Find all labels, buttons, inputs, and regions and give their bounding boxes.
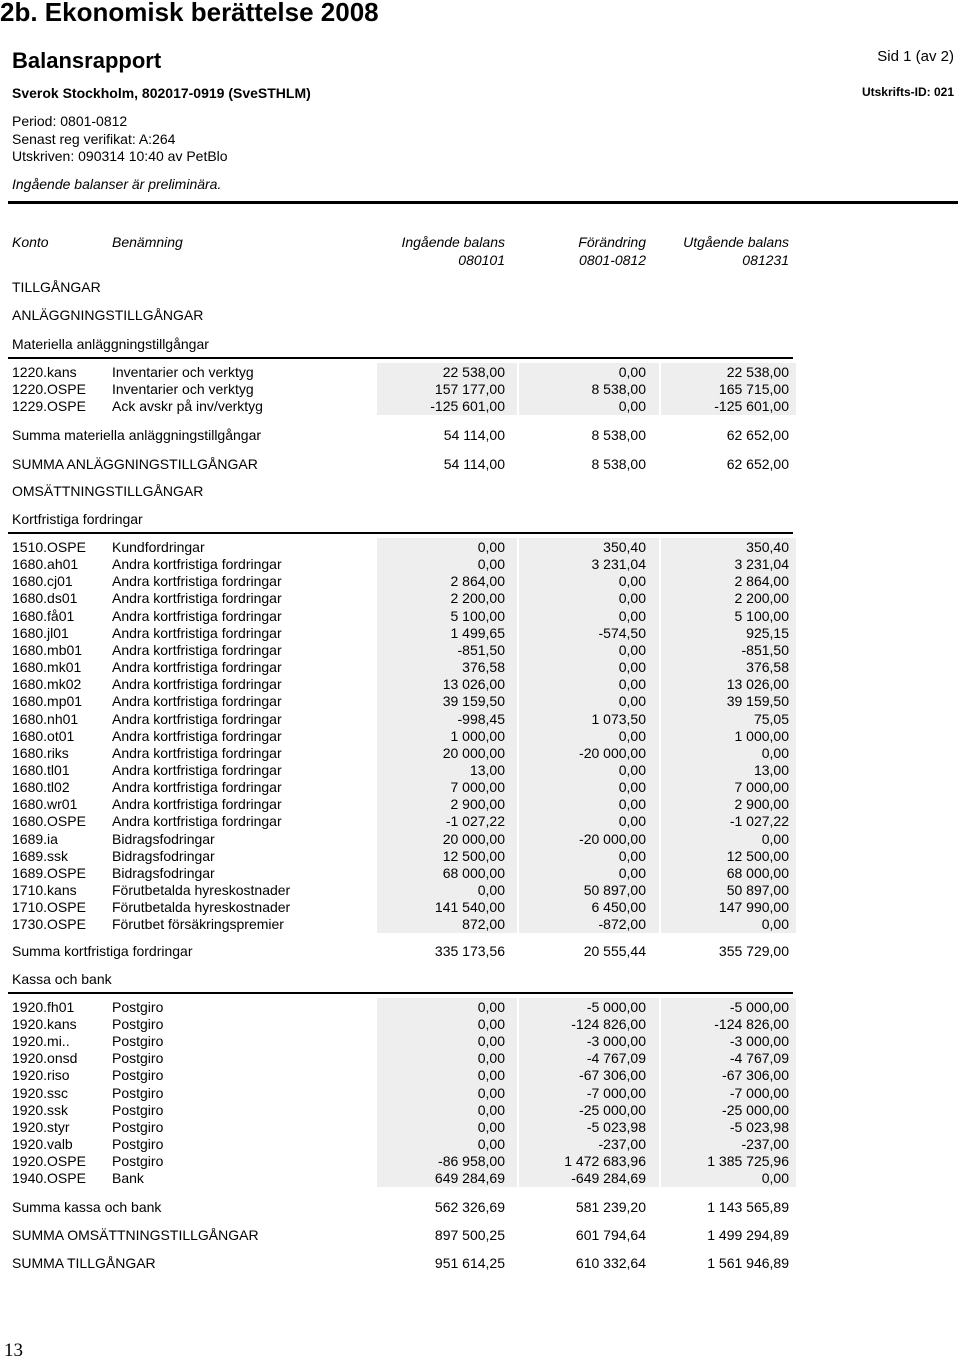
- sum-opening: 951 614,25: [434, 1255, 505, 1271]
- opening-balance: 22 538,00: [442, 364, 505, 380]
- change-amount: -25 000,00: [579, 1101, 646, 1118]
- table-row: [0, 693, 960, 710]
- table-row: [0, 608, 960, 625]
- account-name: Postgiro: [112, 1050, 164, 1067]
- opening-balance: 0,00: [477, 882, 505, 898]
- sum-change: 581 239,20: [575, 1199, 646, 1215]
- table-row: [0, 625, 960, 642]
- closing-balance: 925,15: [746, 624, 789, 641]
- period: Period: 0801-0812: [12, 113, 128, 129]
- account-code: 1680.få01: [12, 607, 75, 624]
- table-row: [0, 728, 960, 745]
- change-amount: 0,00: [618, 847, 646, 864]
- table-row: [0, 642, 960, 659]
- closing-balance: -67 306,00: [722, 1067, 789, 1084]
- account-code: 1920.riso: [12, 1067, 70, 1084]
- table-row: [0, 999, 960, 1016]
- closing-balance: -125 601,00: [714, 398, 789, 415]
- opening-balance: 0,00: [477, 1135, 505, 1152]
- account-name: Bank: [112, 1170, 144, 1186]
- change-amount: 1 073,50: [591, 710, 646, 727]
- change-amount: 1 472 683,96: [564, 1152, 646, 1169]
- sum-label: Summa kortfristiga fordringar: [12, 943, 193, 959]
- change-amount: -7 000,00: [586, 1084, 646, 1101]
- account-name: Ack avskr på inv/verktyg: [112, 398, 263, 415]
- table-row: [0, 1085, 960, 1102]
- table-row: [0, 882, 960, 899]
- heading-receivables: Kortfristiga fordringar: [12, 511, 143, 527]
- change-amount: 0,00: [618, 573, 646, 590]
- account-name: Förutbetalda hyreskostnader: [112, 882, 291, 898]
- account-name: Andra kortfristiga fordringar: [112, 624, 282, 641]
- change-amount: 0,00: [618, 607, 646, 624]
- col-opening-date: 080101: [458, 252, 505, 268]
- account-code: 1220.OSPE: [12, 381, 86, 398]
- chapter-title: 2b. Ekonomisk berättelse 2008: [0, 0, 379, 27]
- table-row: [0, 1119, 960, 1136]
- closing-balance: 0,00: [761, 830, 789, 847]
- account-code: 1680.ds01: [12, 590, 78, 607]
- account-code: 1680.jl01: [12, 624, 69, 641]
- col-closing: Utgående balans: [683, 234, 789, 250]
- account-code: 1680.mk01: [12, 659, 82, 676]
- sum-cash: [0, 1198, 960, 1216]
- account-code: 1920.ssk: [12, 1101, 69, 1118]
- closing-balance: -5 000,00: [729, 999, 789, 1015]
- opening-balance: 0,00: [477, 1033, 505, 1050]
- opening-balance: 2 864,00: [450, 573, 505, 590]
- closing-balance: 1 385 725,96: [707, 1152, 789, 1169]
- col-opening: Ingående balans: [401, 234, 505, 250]
- closing-balance: -5 023,98: [729, 1118, 789, 1135]
- table-row: [0, 1016, 960, 1033]
- account-code: 1680.riks: [12, 744, 69, 761]
- opening-balance: 157 177,00: [434, 381, 505, 398]
- account-name: Postgiro: [112, 1135, 164, 1152]
- table-row: [0, 676, 960, 693]
- table-row: [0, 1067, 960, 1084]
- change-amount: 0,00: [618, 761, 646, 778]
- sum-label: Summa kassa och bank: [12, 1199, 162, 1215]
- opening-balance: 13,00: [469, 761, 505, 778]
- table-row: [0, 1102, 960, 1119]
- account-code: 1940.OSPE: [12, 1170, 86, 1186]
- table-row: [0, 1170, 960, 1187]
- opening-balance: 20 000,00: [442, 830, 505, 847]
- account-name: Bidragsfodringar: [112, 830, 215, 847]
- account-name: Förutbetalda hyreskostnader: [112, 899, 291, 916]
- sum-opening: 897 500,25: [434, 1227, 505, 1243]
- closing-balance: 350,40: [746, 539, 789, 555]
- opening-balance: 1 499,65: [450, 624, 505, 641]
- account-code: 1510.OSPE: [12, 539, 86, 555]
- account-name: Andra kortfristiga fordringar: [112, 659, 282, 676]
- page-number: 13: [4, 1340, 23, 1361]
- change-amount: 0,00: [618, 364, 646, 380]
- account-name: Andra kortfristiga fordringar: [112, 641, 282, 658]
- heading-assets: TILLGÅNGAR: [12, 279, 101, 295]
- account-code: 1689.OSPE: [12, 864, 86, 881]
- closing-balance: -237,00: [741, 1135, 789, 1152]
- sum-label: SUMMA ANLÄGGNINGSTILLGÅNGAR: [12, 456, 258, 472]
- opening-balance: 0,00: [477, 1067, 505, 1084]
- account-code: 1680.ot01: [12, 727, 75, 744]
- printed-info: Utskriven: 090314 10:40 av PetBlo: [12, 148, 228, 164]
- account-name: Andra kortfristiga fordringar: [112, 779, 282, 796]
- opening-balance: -86 958,00: [438, 1152, 505, 1169]
- sum-closing: 1 561 946,89: [707, 1255, 789, 1271]
- change-amount: 50 897,00: [583, 882, 646, 898]
- heading-tangible: Materiella anläggningstillgångar: [12, 336, 209, 352]
- opening-balance: 20 000,00: [442, 744, 505, 761]
- account-code: 1680.nh01: [12, 710, 79, 727]
- sum-closing: 1 143 565,89: [707, 1199, 789, 1215]
- section-rule-cash: [8, 992, 793, 994]
- account-code: 1689.ia: [12, 830, 58, 847]
- account-name: Andra kortfristiga fordringar: [112, 727, 282, 744]
- opening-balance: 0,00: [477, 1101, 505, 1118]
- change-amount: -574,50: [598, 624, 646, 641]
- closing-balance: -124 826,00: [714, 1016, 789, 1033]
- change-amount: 3 231,04: [591, 556, 646, 573]
- table-row: [0, 745, 960, 762]
- closing-balance: 39 159,50: [726, 693, 789, 710]
- header-rule: [8, 201, 958, 204]
- change-amount: 0,00: [618, 813, 646, 830]
- closing-balance: -3 000,00: [729, 1033, 789, 1050]
- change-amount: 0,00: [618, 864, 646, 881]
- opening-balance: 2 200,00: [450, 590, 505, 607]
- opening-balance: 649 284,69: [434, 1170, 505, 1186]
- opening-balance: 13 026,00: [442, 676, 505, 693]
- change-amount: -67 306,00: [579, 1067, 646, 1084]
- closing-balance: -7 000,00: [729, 1084, 789, 1101]
- report-title: Balansrapport: [12, 48, 162, 73]
- change-amount: 0,00: [618, 796, 646, 813]
- account-name: Förutbet försäkringspremier: [112, 916, 284, 933]
- account-name: Andra kortfristiga fordringar: [112, 573, 282, 590]
- change-amount: -3 000,00: [586, 1033, 646, 1050]
- account-code: 1920.mi..: [12, 1033, 70, 1050]
- account-name: Postgiro: [112, 1118, 164, 1135]
- account-code: 1680.OSPE: [12, 813, 86, 830]
- col-account: Konto: [12, 234, 49, 250]
- table-row: [0, 1050, 960, 1067]
- opening-balance: 0,00: [477, 556, 505, 573]
- sum-label: Summa materiella anläggningstillgångar: [12, 427, 262, 443]
- change-amount: 0,00: [618, 641, 646, 658]
- heading-current-assets: OMSÄTTNINGSTILLGÅNGAR: [12, 483, 204, 499]
- closing-balance: 13,00: [753, 761, 789, 778]
- account-code: 1229.OSPE: [12, 398, 86, 415]
- closing-balance: 12 500,00: [726, 847, 789, 864]
- closing-balance: -4 767,09: [729, 1050, 789, 1067]
- section-rule-tangible: [8, 357, 793, 359]
- closing-balance: -1 027,22: [729, 813, 789, 830]
- change-amount: -872,00: [598, 916, 646, 933]
- closing-balance: 0,00: [761, 1170, 789, 1186]
- table-row: [0, 1136, 960, 1153]
- closing-balance: 50 897,00: [726, 882, 789, 898]
- opening-balance: 0,00: [477, 1118, 505, 1135]
- table-row: [0, 779, 960, 796]
- table-row: [0, 865, 960, 882]
- preliminary-note: Ingående balanser är preliminära.: [12, 176, 222, 192]
- opening-balance: 141 540,00: [434, 899, 505, 916]
- opening-balance: 5 100,00: [450, 607, 505, 624]
- change-amount: 0,00: [618, 779, 646, 796]
- closing-balance: 376,58: [746, 659, 789, 676]
- table-row: [0, 711, 960, 728]
- sum-change: 610 332,64: [575, 1255, 646, 1271]
- closing-balance: 3 231,04: [734, 556, 789, 573]
- heading-cash: Kassa och bank: [12, 971, 112, 987]
- change-amount: -649 284,69: [571, 1170, 646, 1186]
- account-name: Andra kortfristiga fordringar: [112, 761, 282, 778]
- account-code: 1920.styr: [12, 1118, 70, 1135]
- opening-balance: -851,50: [457, 641, 505, 658]
- col-change-period: 0801-0812: [579, 252, 646, 268]
- closing-balance: 165 715,00: [718, 381, 789, 398]
- opening-balance: 0,00: [477, 999, 505, 1015]
- account-name: Postgiro: [112, 1033, 164, 1050]
- change-amount: -20 000,00: [579, 744, 646, 761]
- opening-balance: -998,45: [457, 710, 505, 727]
- change-amount: -124 826,00: [571, 1016, 646, 1033]
- change-amount: 0,00: [618, 659, 646, 676]
- sum-change: 8 538,00: [591, 456, 646, 472]
- table-row: [0, 848, 960, 865]
- change-amount: -237,00: [598, 1135, 646, 1152]
- table-row: [0, 916, 960, 933]
- opening-balance: 376,58: [462, 659, 505, 676]
- change-amount: 350,40: [603, 539, 646, 555]
- account-name: Andra kortfristiga fordringar: [112, 796, 282, 813]
- change-amount: 0,00: [618, 590, 646, 607]
- sum-receivables: [0, 942, 960, 960]
- table-row: [0, 381, 960, 398]
- print-id: Utskrifts-ID: 021: [861, 85, 954, 99]
- sum-opening: 335 173,56: [434, 943, 505, 959]
- closing-balance: 1 000,00: [734, 727, 789, 744]
- account-name: Andra kortfristiga fordringar: [112, 556, 282, 573]
- closing-balance: -851,50: [741, 641, 789, 658]
- sum-assets: [0, 1254, 960, 1272]
- account-code: 1920.kans: [12, 1016, 77, 1033]
- section-rule-receivables: [8, 532, 793, 534]
- sum-closing: 1 499 294,89: [707, 1227, 789, 1243]
- organization: Sverok Stockholm, 802017-0919 (SveSTHLM): [12, 85, 311, 101]
- account-name: Andra kortfristiga fordringar: [112, 693, 282, 710]
- account-code: 1680.wr01: [12, 796, 78, 813]
- table-row: [0, 1033, 960, 1050]
- table-row: [0, 364, 960, 381]
- heading-fixed-assets: ANLÄGGNINGSTILLGÅNGAR: [12, 307, 204, 323]
- closing-balance: 5 100,00: [734, 607, 789, 624]
- change-amount: -5 023,98: [586, 1118, 646, 1135]
- account-name: Bidragsfodringar: [112, 864, 215, 881]
- sum-change: 8 538,00: [591, 427, 646, 443]
- account-code: 1680.tl02: [12, 779, 70, 796]
- table-row: [0, 573, 960, 590]
- change-amount: 0,00: [618, 727, 646, 744]
- opening-balance: 0,00: [477, 1016, 505, 1033]
- closing-balance: 0,00: [761, 916, 789, 933]
- opening-balance: 12 500,00: [442, 847, 505, 864]
- account-name: Postgiro: [112, 999, 164, 1015]
- opening-balance: 0,00: [477, 1084, 505, 1101]
- closing-balance: 13 026,00: [726, 676, 789, 693]
- account-code: 1680.ah01: [12, 556, 79, 573]
- account-name: Kundfordringar: [112, 539, 205, 555]
- account-code: 1680.mb01: [12, 641, 83, 658]
- opening-balance: 0,00: [477, 539, 505, 555]
- closing-balance: 2 864,00: [734, 573, 789, 590]
- account-name: Inventarier och verktyg: [112, 381, 254, 398]
- table-row: [0, 539, 960, 556]
- account-name: Andra kortfristiga fordringar: [112, 744, 282, 761]
- table-row: [0, 831, 960, 848]
- sum-opening: 54 114,00: [443, 427, 505, 443]
- closing-balance: 75,05: [753, 710, 789, 727]
- opening-balance: 39 159,50: [442, 693, 505, 710]
- account-code: 1680.cj01: [12, 573, 73, 590]
- account-name: Inventarier och verktyg: [112, 364, 254, 380]
- account-code: 1730.OSPE: [12, 916, 86, 933]
- change-amount: -20 000,00: [579, 830, 646, 847]
- opening-balance: 2 900,00: [450, 796, 505, 813]
- opening-balance: 68 000,00: [442, 864, 505, 881]
- closing-balance: 68 000,00: [726, 864, 789, 881]
- table-row: [0, 398, 960, 415]
- opening-balance: 0,00: [477, 1050, 505, 1067]
- account-code: 1920.valb: [12, 1135, 73, 1152]
- account-name: Postgiro: [112, 1101, 164, 1118]
- account-code: 1920.onsd: [12, 1050, 78, 1067]
- sum-label: SUMMA OMSÄTTNINGSTILLGÅNGAR: [12, 1227, 259, 1243]
- closing-balance: 22 538,00: [726, 364, 789, 380]
- opening-balance: 1 000,00: [450, 727, 505, 744]
- account-code: 1689.ssk: [12, 847, 69, 864]
- account-name: Andra kortfristiga fordringar: [112, 710, 282, 727]
- sum-fixed: [0, 455, 960, 473]
- sum-opening: 562 326,69: [434, 1199, 505, 1215]
- opening-balance: -1 027,22: [445, 813, 505, 830]
- sum-change: 20 555,44: [583, 943, 646, 959]
- table-row: [0, 813, 960, 830]
- table-row: [0, 899, 960, 916]
- table-row: [0, 590, 960, 607]
- account-code: 1920.fh01: [12, 999, 75, 1015]
- closing-balance: 0,00: [761, 744, 789, 761]
- col-change: Förändring: [578, 234, 646, 250]
- sum-tangible: [0, 426, 960, 444]
- opening-balance: 872,00: [462, 916, 505, 933]
- last-voucher: Senast reg verifikat: A:264: [12, 131, 176, 147]
- opening-balance: -125 601,00: [430, 398, 505, 415]
- change-amount: 0,00: [618, 398, 646, 415]
- sum-closing: 355 729,00: [718, 943, 789, 959]
- account-name: Andra kortfristiga fordringar: [112, 676, 282, 693]
- table-row: [0, 659, 960, 676]
- account-code: 1710.kans: [12, 882, 77, 898]
- sum-label: SUMMA TILLGÅNGAR: [12, 1255, 156, 1271]
- table-row: [0, 762, 960, 779]
- change-amount: 0,00: [618, 676, 646, 693]
- change-amount: 0,00: [618, 693, 646, 710]
- sum-current: [0, 1226, 960, 1244]
- account-code: 1710.OSPE: [12, 899, 86, 916]
- closing-balance: -25 000,00: [722, 1101, 789, 1118]
- account-name: Postgiro: [112, 1067, 164, 1084]
- col-closing-date: 081231: [742, 252, 789, 268]
- account-name: Andra kortfristiga fordringar: [112, 813, 282, 830]
- sum-change: 601 794,64: [575, 1227, 646, 1243]
- change-amount: -4 767,09: [586, 1050, 646, 1067]
- closing-balance: 2 200,00: [734, 590, 789, 607]
- sum-opening: 54 114,00: [443, 456, 505, 472]
- closing-balance: 7 000,00: [734, 779, 789, 796]
- sum-closing: 62 652,00: [726, 427, 789, 443]
- col-name: Benämning: [112, 234, 183, 250]
- account-code: 1680.mk02: [12, 676, 82, 693]
- change-amount: -5 000,00: [586, 999, 646, 1015]
- table-row: [0, 1153, 960, 1170]
- opening-balance: 7 000,00: [450, 779, 505, 796]
- closing-balance: 147 990,00: [718, 899, 789, 916]
- account-code: 1920.ssc: [12, 1084, 69, 1101]
- table-row: [0, 796, 960, 813]
- account-code: 1680.tl01: [12, 761, 70, 778]
- account-name: Postgiro: [112, 1084, 164, 1101]
- account-name: Andra kortfristiga fordringar: [112, 590, 282, 607]
- account-code: 1920.OSPE: [12, 1152, 86, 1169]
- page-info: Sid 1 (av 2): [877, 48, 954, 65]
- account-name: Postgiro: [112, 1152, 164, 1169]
- closing-balance: 2 900,00: [734, 796, 789, 813]
- table-row: [0, 556, 960, 573]
- account-name: Postgiro: [112, 1016, 164, 1033]
- account-code: 1220.kans: [12, 364, 77, 380]
- sum-closing: 62 652,00: [726, 456, 789, 472]
- account-name: Bidragsfodringar: [112, 847, 215, 864]
- change-amount: 6 450,00: [591, 899, 646, 916]
- change-amount: 8 538,00: [591, 381, 646, 398]
- account-code: 1680.mp01: [12, 693, 83, 710]
- account-name: Andra kortfristiga fordringar: [112, 607, 282, 624]
